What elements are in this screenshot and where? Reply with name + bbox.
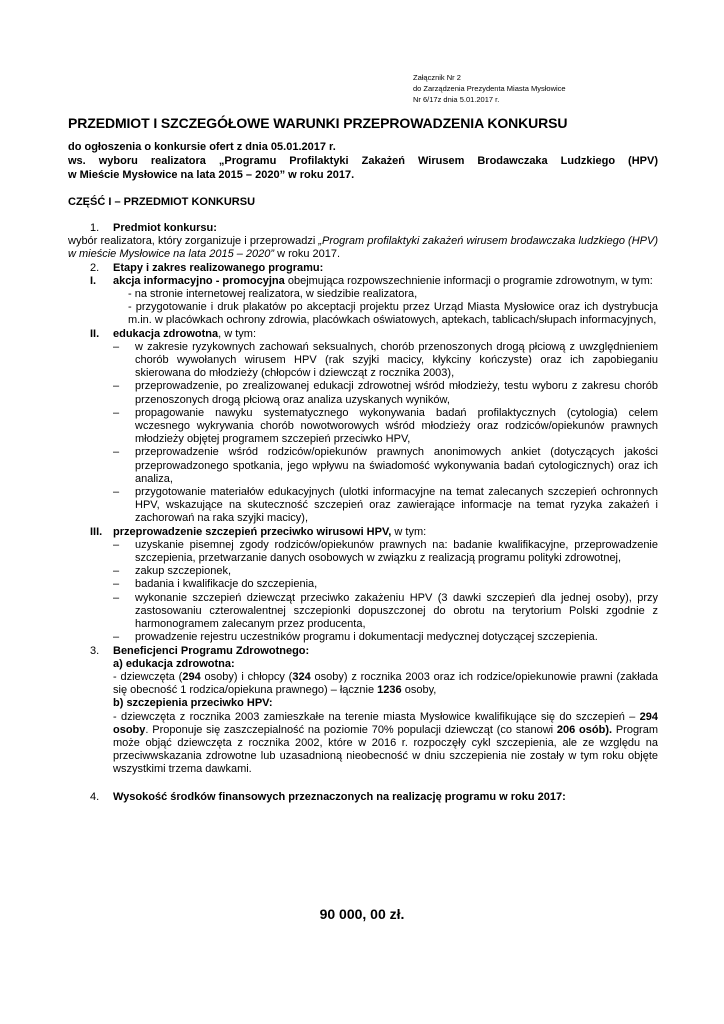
text-run: w roku 2017. xyxy=(274,248,341,261)
section-number: 1. xyxy=(90,222,100,234)
list-item xyxy=(68,407,658,447)
text-run: obejmująca rozpowszechnienie informacji o programie zdrowotnym, w tym: xyxy=(284,274,653,287)
stage-II xyxy=(68,328,658,341)
list-item-text: badania i kwalifikacje do szczepienia, xyxy=(135,578,318,591)
text-run: - dziewczęta ( xyxy=(113,670,183,683)
dash-bullet: – xyxy=(113,591,120,604)
roman-numeral: II. xyxy=(90,327,100,340)
list-item-text: wykonanie szczepień dziewcząt przeciwko zakażeniu HPV (3 dawki szczepień dla jednej osoby), przy zastosowaniu czterowalentnej szczepionki dopuszczonej do obrotu na terytorium Polski zgodnie z harmonogramem zalecanym przez producenta, xyxy=(135,591,658,631)
section-1-heading xyxy=(68,222,658,235)
list-item-text: zakup szczepionek, xyxy=(135,565,231,578)
annex-line-1: Załącznik Nr 2 xyxy=(413,73,461,82)
section-title: Predmiot konkursu: xyxy=(113,222,217,234)
section-title: Wysokość środków finansowych przeznaczonych na realizację programu w roku 2017: xyxy=(113,790,566,803)
annex-note xyxy=(413,72,566,105)
text-run: osoby, xyxy=(401,684,437,697)
stage-I-item: - przygotowanie i druk plakatów po akceptacji projektu przez Urząd Miasta Mysłowice oraz ich dystrybucja m.in. w placówkach ochrony zdrowia, placówkach oświatowych, aptekach, tablicach/słupach informacyjnych, xyxy=(128,301,658,327)
dash-bullet: – xyxy=(113,631,120,644)
document-title: PRZEDMIOT I SZCZEGÓŁOWE WARUNKI PRZEPROWADZENIA KONKURSU xyxy=(68,115,568,131)
dash-bullet: – xyxy=(113,538,120,551)
list-item-text: przeprowadzenie, po zrealizowanej edukacji zdrowotnej wśród młodzieży, testu wyboru z zakresu chorób przenoszonych drogą płciową oraz analiza uzyskanych wyników, xyxy=(135,380,658,406)
count-vaccinated: 206 osób). xyxy=(556,723,613,736)
stage-text xyxy=(68,526,658,539)
stage-text xyxy=(68,328,658,341)
text-run: w tym: xyxy=(391,525,427,538)
list-item xyxy=(68,486,658,526)
dash-bullet: – xyxy=(113,486,120,499)
count-girls: 294 xyxy=(182,670,201,683)
text-run: - dziewczęta z rocznika 2003 zamieszkałe na terenie miasta Mysłowice kwalifikujące się do szczepień – xyxy=(113,710,640,723)
text-run: , w tym: xyxy=(218,327,257,340)
funding-amount: 90 000, 00 zł. xyxy=(319,906,405,922)
dash-bullet: – xyxy=(113,340,120,353)
subtitle-line-2: ws. wyboru realizatora „Programu Profilaktyki Zakażeń Wirusem Brodawczaka Ludzkiego (HPV) xyxy=(68,155,658,167)
stage-I xyxy=(68,275,658,288)
text-run: Program może objąć dziewczęta z rocznika 2002, które w 2016 r. rozpoczęły cykl szczepienia, ale ze względu na przeciwwskazania zdrowotne lub uzasadnioną nieobecność w dniu szczepienia nie zostały w tym roku objęte wszystkimi trzema dawkami. xyxy=(113,723,659,776)
section-number: 4. xyxy=(90,790,100,803)
document-subtitle xyxy=(68,140,658,182)
list-item-text: prowadzenie rejestru uczestników programu i dokumentacji medycznej dotyczącej szczepienia. xyxy=(135,631,598,644)
roman-numeral: I. xyxy=(90,274,97,287)
subtitle-line-1: do ogłoszenia o konkursie ofert z dnia 05.01.2017 r. xyxy=(68,141,336,153)
section-number: 2. xyxy=(90,261,100,274)
part-heading: CZĘŚĆ I – PRZEDMIOT KONKURSU xyxy=(68,196,256,208)
text-run: osoby) i chłopcy ( xyxy=(200,670,293,683)
list-item-text: propagowanie nawyku systematycznego wykonywania badań profilaktycznych (cytologia) celem wczesnego wykrywania chorób nowotworowych wśród młodzieży oraz rodziców/opiekunów prawnych młodzieży objętej programem szczepień przeciwko HPV, xyxy=(135,406,658,446)
dash-bullet: – xyxy=(113,446,120,459)
section-2-heading xyxy=(68,262,658,275)
stage-III xyxy=(68,526,658,539)
list-item xyxy=(68,380,658,406)
list-item xyxy=(68,631,658,644)
dash-bullet: – xyxy=(113,406,120,419)
count-total: 1236 xyxy=(377,684,402,697)
count-boys: 324 xyxy=(292,670,311,683)
section-1-text xyxy=(68,235,658,261)
list-item-text: przygotowanie materiałów edukacyjnych (ulotki informacyjne na temat zalecanych szczepień ochronnych HPV, wskazujące na skuteczność szczepień oraz zawierające informacje na temat ryzyka zakażeń i zachorowań na raka szyjki macicy), xyxy=(135,486,658,525)
section-title: Beneficjenci Programu Zdrowotnego: xyxy=(113,644,310,657)
subsection-title: b) szczepienia przeciwko HPV: xyxy=(113,697,273,710)
subsection-b-heading xyxy=(68,697,658,710)
subtitle-line-3: w Mieście Mysłowice na lata 2015 – 2020” w roku 2017. xyxy=(68,169,355,181)
stage-title: przeprowadzenie szczepień przeciwko wirusowi HPV, xyxy=(113,525,392,538)
program-name-italic: „Program profilaktyki zakażeń wirusem brodawczaka ludzkiego (HPV) w mieście Mysłowice na lata 2015 – 2020” xyxy=(68,235,658,261)
subsection-a-text xyxy=(68,671,658,697)
section-4-heading xyxy=(68,791,658,804)
document-body xyxy=(68,222,658,804)
list-item xyxy=(68,341,658,381)
subsection-a-heading xyxy=(68,658,658,671)
stage-text xyxy=(68,275,658,288)
section-number: 3. xyxy=(90,644,100,657)
annex-line-2: do Zarządzenia Prezydenta Miasta Mysłowice xyxy=(413,84,566,93)
list-item-text: przeprowadzenie wśród rodziców/opiekunów prawnych anonimowych ankiet (dotyczących jakości przeprowadzonego spotkania, jego wpływu na świadomość wykonywania badań cytologicznych) oraz ich analiza, xyxy=(135,446,658,485)
list-item-text: uzyskanie pisemnej zgody rodziców/opiekunów prawnych na: badanie kwalifikacyjne, przeprowadzenie szczepienia, przetwarzanie danych osobowych w związku z realizacją programu polityki zdrowotnej, xyxy=(135,538,658,565)
dash-bullet: – xyxy=(113,578,120,591)
stage-title: akcja informacyjno - promocyjna xyxy=(113,274,285,287)
section-title: Etapy i zakres realizowanego programu: xyxy=(113,261,324,274)
section-3-heading xyxy=(68,645,658,658)
subsection-title: a) edukacja zdrowotna: xyxy=(113,657,235,670)
text-run: wybór realizatora, który zorganizuje i przeprowadzi xyxy=(68,235,319,248)
stage-title: edukacja zdrowotna xyxy=(113,327,219,340)
stage-I-item: - na stronie internetowej realizatora, w siedzibie realizatora, xyxy=(128,288,418,301)
subsection-b-text xyxy=(68,711,658,777)
roman-numeral: III. xyxy=(90,525,103,538)
list-item xyxy=(68,446,658,486)
list-item xyxy=(68,539,658,565)
text-run: . Proponuje się zaszczepialność na poziomie 70% populacji dziewcząt (co stanowi xyxy=(145,723,557,736)
text-run: osoby) z rocznika 2003 oraz ich rodzice/opiekunowie prawni (zakłada się obecność 1 rodzica/opiekuna prawnego) – łącznie xyxy=(113,670,658,697)
dash-bullet: – xyxy=(113,380,120,393)
list-item xyxy=(68,565,658,578)
count-eligible: 294 osoby xyxy=(113,710,658,736)
list-item-text: w zakresie ryzykownych zachowań seksualnych, chorób przenoszonych drogą płciową z uwzględnieniem chorób wywołanych wirusem HPV (rak szyjki macicy, kłykciny kończyste) oraz ich zapobieganiu skierowana do młodzieży (chłopców i dziewcząt z rocznika 2003), xyxy=(135,340,658,380)
dash-bullet: – xyxy=(113,565,120,578)
list-item xyxy=(68,592,658,632)
list-item xyxy=(68,578,658,591)
annex-line-3: Nr 6/17z dnia 5.01.2017 r. xyxy=(413,95,500,104)
